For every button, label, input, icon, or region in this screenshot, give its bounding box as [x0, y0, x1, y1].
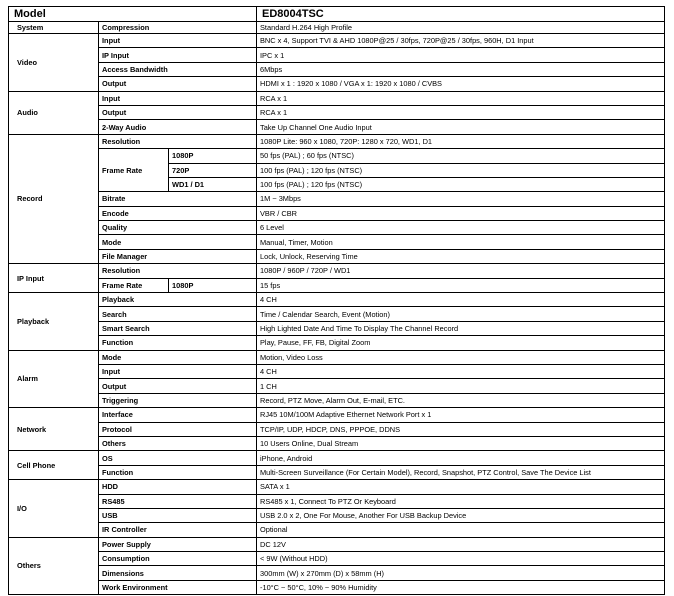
feature-value: 100 fps (PAL) ; 120 fps (NTSC) [257, 177, 665, 191]
table-row [9, 580, 665, 594]
category-record: Record [9, 134, 99, 264]
model-name: ED8004TSC [257, 7, 665, 22]
feature-label: Frame Rate [99, 278, 169, 292]
feature-value: 4 CH [257, 293, 665, 307]
table-row [9, 249, 665, 263]
feature-value: < 9W (Without HDD) [257, 552, 665, 566]
category-cell-phone: Cell Phone [9, 451, 99, 480]
feature-label: HDD [99, 480, 257, 494]
table-row [9, 537, 665, 551]
feature-label: Output [99, 105, 257, 119]
feature-label: RS485 [99, 494, 257, 508]
feature-label: Consumption [99, 552, 257, 566]
category-network: Network [9, 408, 99, 451]
feature-label: Playback [99, 293, 257, 307]
feature-value: RCA x 1 [257, 105, 665, 119]
feature-value: 300mm (W) x 270mm (D) x 58mm (H) [257, 566, 665, 580]
table-row [9, 134, 665, 148]
category-system: System [9, 22, 99, 34]
feature-label: Quality [99, 221, 257, 235]
feature-value: DC 12V [257, 537, 665, 551]
table-row [9, 508, 665, 522]
category-video: Video [9, 34, 99, 92]
table-row [9, 408, 665, 422]
category-audio: Audio [9, 91, 99, 134]
table-row [9, 293, 665, 307]
feature-value: IPC x 1 [257, 48, 665, 62]
sub-feature-label: 1080P [169, 149, 257, 163]
feature-label: Work Environment [99, 580, 257, 594]
category-others: Others [9, 537, 99, 595]
feature-value: RJ45 10M/100M Adaptive Ethernet Network Port x 1 [257, 408, 665, 422]
feature-value: TCP/IP, UDP, HDCP, DNS, PPPOE, DDNS [257, 422, 665, 436]
category-playback: Playback [9, 293, 99, 351]
table-row [9, 436, 665, 450]
feature-value: SATA x 1 [257, 480, 665, 494]
table-row [9, 350, 665, 364]
table-row [9, 149, 665, 163]
feature-label: Mode [99, 235, 257, 249]
feature-value: RCA x 1 [257, 91, 665, 105]
feature-label: Protocol [99, 422, 257, 436]
table-row [9, 62, 665, 76]
feature-label: Input [99, 91, 257, 105]
table-row [9, 422, 665, 436]
feature-value: Standard H.264 High Profile [257, 22, 665, 34]
feature-value: 50 fps (PAL) ; 60 fps (NTSC) [257, 149, 665, 163]
table-row [9, 552, 665, 566]
sub-feature-label: 720P [169, 163, 257, 177]
feature-value: High Lighted Date And Time To Display The Channel Record [257, 321, 665, 335]
feature-label: Smart Search [99, 321, 257, 335]
feature-label: Function [99, 465, 257, 479]
feature-label: Output [99, 379, 257, 393]
feature-label: Input [99, 34, 257, 48]
feature-value: Time / Calendar Search, Event (Motion) [257, 307, 665, 321]
category-io: I/O [9, 480, 99, 538]
table-row [9, 206, 665, 220]
feature-value: RS485 x 1, Connect To PTZ Or Keyboard [257, 494, 665, 508]
table-row [9, 393, 665, 407]
table-row [9, 77, 665, 91]
feature-label: Access Bandwidth [99, 62, 257, 76]
feature-label: Search [99, 307, 257, 321]
feature-label: Frame Rate [99, 149, 169, 192]
feature-value: -10°C ~ 50°C, 10% ~ 90% Humidity [257, 580, 665, 594]
sub-feature-label: WD1 / D1 [169, 177, 257, 191]
feature-value: 1 CH [257, 379, 665, 393]
table-row [9, 264, 665, 278]
table-row [9, 307, 665, 321]
feature-value: Motion, Video Loss [257, 350, 665, 364]
table-row [9, 235, 665, 249]
feature-label: Interface [99, 408, 257, 422]
feature-value: Take Up Channel One Audio Input [257, 120, 665, 134]
feature-label: Encode [99, 206, 257, 220]
feature-label: Input [99, 364, 257, 378]
category-ip-input: IP Input [9, 264, 99, 293]
feature-label: File Manager [99, 249, 257, 263]
feature-value: VBR / CBR [257, 206, 665, 220]
header-label: Model [9, 7, 257, 22]
feature-value: 100 fps (PAL) ; 120 fps (NTSC) [257, 163, 665, 177]
table-row [9, 22, 665, 34]
feature-value: Optional [257, 523, 665, 537]
feature-label: Dimensions [99, 566, 257, 580]
table-row [9, 566, 665, 580]
table-row [9, 494, 665, 508]
feature-value: HDMI x 1 : 1920 x 1080 / VGA x 1: 1920 x 1080 / CVBS [257, 77, 665, 91]
header-row [9, 7, 665, 22]
table-row [9, 48, 665, 62]
table-row [9, 480, 665, 494]
table-row [9, 523, 665, 537]
feature-value: 4 CH [257, 364, 665, 378]
feature-label: OS [99, 451, 257, 465]
table-row [9, 379, 665, 393]
feature-value: 6 Level [257, 221, 665, 235]
feature-label: Power Supply [99, 537, 257, 551]
category-alarm: Alarm [9, 350, 99, 408]
feature-value: Multi-Screen Surveillance (For Certain Model), Record, Snapshot, PTZ Control, Save The Device List [257, 465, 665, 479]
table-row [9, 336, 665, 350]
feature-label: Function [99, 336, 257, 350]
table-row [9, 91, 665, 105]
table-row [9, 451, 665, 465]
feature-value: Lock, Unlock, Reserving Time [257, 249, 665, 263]
feature-value: 10 Users Online, Dual Stream [257, 436, 665, 450]
feature-label: Compression [99, 22, 257, 34]
feature-value: Play, Pause, FF, FB, Digital Zoom [257, 336, 665, 350]
table-row [9, 278, 665, 292]
feature-label: 2-Way Audio [99, 120, 257, 134]
table-row [9, 34, 665, 48]
feature-label: USB [99, 508, 257, 522]
spec-table [8, 6, 665, 595]
table-row [9, 321, 665, 335]
feature-value: 6Mbps [257, 62, 665, 76]
feature-value: Record, PTZ Move, Alarm Out, E-mail, ETC. [257, 393, 665, 407]
feature-value: BNC x 4, Support TVI & AHD 1080P@25 / 30fps, 720P@25 / 30fps, 960H, D1 Input [257, 34, 665, 48]
table-row [9, 364, 665, 378]
feature-label: Resolution [99, 264, 257, 278]
table-row [9, 465, 665, 479]
table-row [9, 221, 665, 235]
feature-label: IR Controller [99, 523, 257, 537]
feature-value: Manual, Timer, Motion [257, 235, 665, 249]
feature-label: Bitrate [99, 192, 257, 206]
feature-label: Resolution [99, 134, 257, 148]
table-row [9, 192, 665, 206]
table-row [9, 105, 665, 119]
sub-feature-label: 1080P [169, 278, 257, 292]
feature-label: Others [99, 436, 257, 450]
feature-value: iPhone, Android [257, 451, 665, 465]
table-row [9, 120, 665, 134]
feature-label: Mode [99, 350, 257, 364]
feature-value: USB 2.0 x 2, One For Mouse, Another For USB Backup Device [257, 508, 665, 522]
feature-value: 1M ~ 3Mbps [257, 192, 665, 206]
feature-label: Triggering [99, 393, 257, 407]
feature-label: IP Input [99, 48, 257, 62]
feature-value: 1080P / 960P / 720P / WD1 [257, 264, 665, 278]
feature-value: 15 fps [257, 278, 665, 292]
feature-value: 1080P Lite: 960 x 1080, 720P: 1280 x 720, WD1, D1 [257, 134, 665, 148]
feature-label: Output [99, 77, 257, 91]
